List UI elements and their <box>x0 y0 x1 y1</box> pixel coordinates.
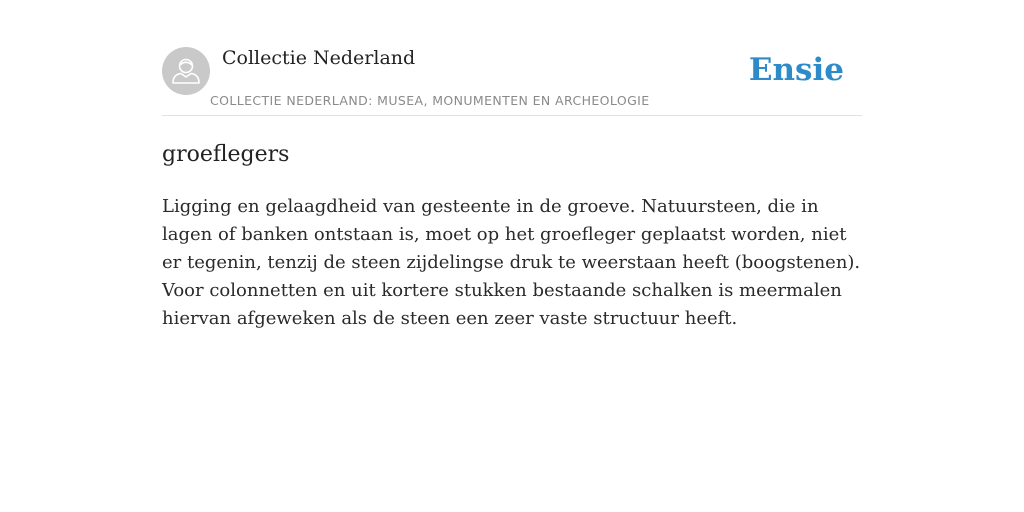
user-silhouette-icon <box>162 47 210 95</box>
source-label: COLLECTIE NEDERLAND: MUSEA, MONUMENTEN EN ARCHEOLOGIE <box>210 93 650 108</box>
avatar[interactable] <box>162 47 210 95</box>
brand-logo[interactable]: Ensie <box>748 52 844 88</box>
entry-header <box>162 46 862 116</box>
entry-card <box>162 46 862 333</box>
entry-definition: Ligging en gelaagdheid van gesteente in de groeve. Natuursteen, die in lagen of banken ontstaan is, moet op het groefleger geplaatst worden, niet er tegenin, tenzij de steen zijdelingse druk te weerstaan heeft (boogstenen). Voor colonnetten en uit kortere stukken bestaande schalken is meermalen hiervan afgeweken als de steen een zeer vaste structuur heeft. <box>162 196 861 329</box>
author-name[interactable]: Collectie Nederland <box>222 47 416 69</box>
entry-title: groeflegers <box>162 142 290 167</box>
